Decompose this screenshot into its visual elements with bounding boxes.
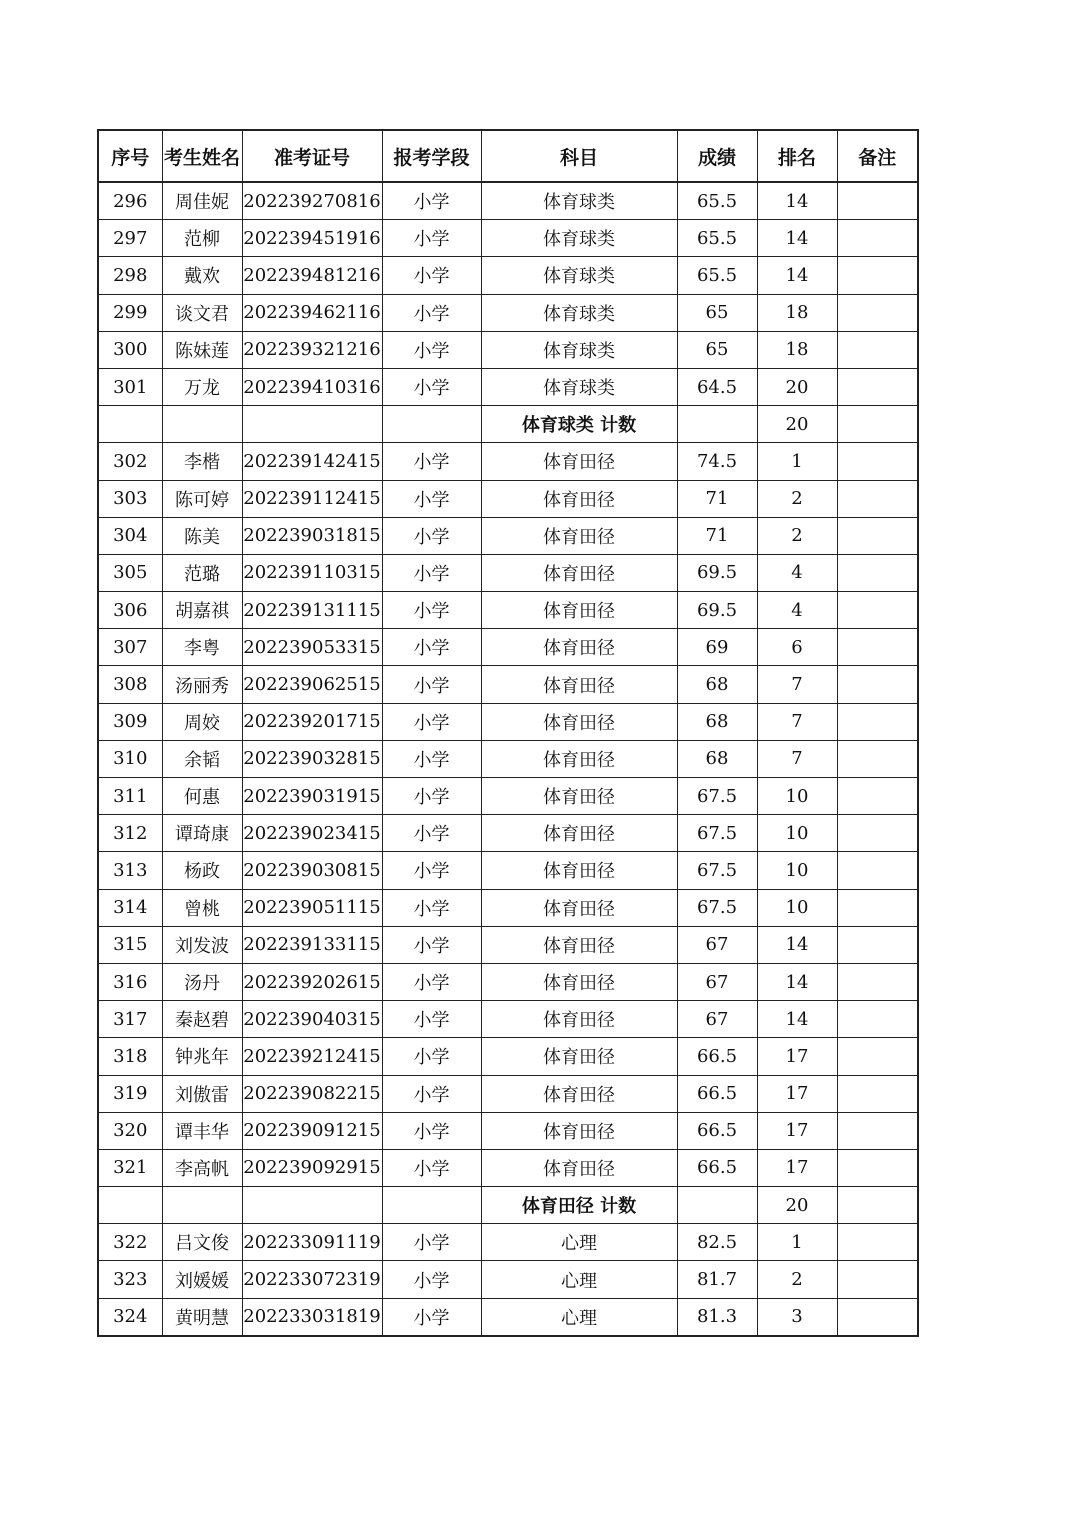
cell-candidate-name: 李粤 xyxy=(162,629,242,666)
cell-score: 65 xyxy=(677,331,757,368)
cell-remarks xyxy=(837,963,918,1000)
cell-score: 74.5 xyxy=(677,443,757,480)
cell-admission-ticket: 202239031915 xyxy=(242,778,382,815)
cell-school-stage: 小学 xyxy=(382,926,481,963)
cell-score: 67.5 xyxy=(677,778,757,815)
cell-subject: 体育田径 xyxy=(481,926,677,963)
header-subject: 科目 xyxy=(481,130,677,182)
cell-candidate-name: 吕文俊 xyxy=(162,1224,242,1261)
cell-candidate-name: 汤丽秀 xyxy=(162,666,242,703)
table-row xyxy=(98,443,918,480)
cell-serial-number: 318 xyxy=(98,1038,162,1075)
cell-score: 65.5 xyxy=(677,220,757,257)
cell-rank: 4 xyxy=(757,592,837,629)
cell-remarks xyxy=(837,852,918,889)
empty-cell xyxy=(162,406,242,443)
cell-school-stage: 小学 xyxy=(382,517,481,554)
table-row xyxy=(98,517,918,554)
cell-serial-number: 304 xyxy=(98,517,162,554)
cell-remarks xyxy=(837,926,918,963)
cell-subject: 体育田径 xyxy=(481,1038,677,1075)
cell-score: 66.5 xyxy=(677,1149,757,1186)
cell-subject: 体育田径 xyxy=(481,1001,677,1038)
cell-remarks xyxy=(837,1298,918,1336)
header-remarks: 备注 xyxy=(837,130,918,182)
subtotal-label: 体育球类 计数 xyxy=(481,406,677,443)
cell-admission-ticket: 202239040315 xyxy=(242,1001,382,1038)
cell-candidate-name: 钟兆年 xyxy=(162,1038,242,1075)
subtotal-row xyxy=(98,1187,918,1224)
cell-remarks xyxy=(837,1075,918,1112)
header-row xyxy=(98,130,918,182)
cell-remarks xyxy=(837,1001,918,1038)
cell-serial-number: 309 xyxy=(98,703,162,740)
cell-serial-number: 307 xyxy=(98,629,162,666)
cell-candidate-name: 汤丹 xyxy=(162,963,242,1000)
subtotal-count: 20 xyxy=(757,1187,837,1224)
table-row xyxy=(98,889,918,926)
cell-school-stage: 小学 xyxy=(382,666,481,703)
cell-candidate-name: 曾桃 xyxy=(162,889,242,926)
table-row xyxy=(98,852,918,889)
cell-serial-number: 310 xyxy=(98,740,162,777)
cell-subject: 体育田径 xyxy=(481,629,677,666)
cell-school-stage: 小学 xyxy=(382,963,481,1000)
table-row xyxy=(98,1112,918,1149)
cell-rank: 7 xyxy=(757,740,837,777)
cell-school-stage: 小学 xyxy=(382,1298,481,1336)
table-body xyxy=(98,182,918,1336)
cell-admission-ticket: 202233031819 xyxy=(242,1298,382,1336)
empty-cell xyxy=(242,1187,382,1224)
cell-score: 71 xyxy=(677,517,757,554)
cell-admission-ticket: 202239212415 xyxy=(242,1038,382,1075)
table-row xyxy=(98,1149,918,1186)
cell-rank: 7 xyxy=(757,666,837,703)
cell-score: 81.3 xyxy=(677,1298,757,1336)
cell-subject: 体育球类 xyxy=(481,220,677,257)
cell-admission-ticket: 202239321216 xyxy=(242,331,382,368)
cell-score: 65.5 xyxy=(677,257,757,294)
cell-school-stage: 小学 xyxy=(382,778,481,815)
cell-score: 69.5 xyxy=(677,592,757,629)
empty-cell xyxy=(837,406,918,443)
empty-cell xyxy=(677,1187,757,1224)
cell-subject: 体育田径 xyxy=(481,740,677,777)
empty-cell xyxy=(98,406,162,443)
cell-admission-ticket: 202233072319 xyxy=(242,1261,382,1298)
empty-cell xyxy=(162,1187,242,1224)
cell-serial-number: 299 xyxy=(98,294,162,331)
cell-score: 82.5 xyxy=(677,1224,757,1261)
table-row xyxy=(98,740,918,777)
cell-serial-number: 324 xyxy=(98,1298,162,1336)
cell-school-stage: 小学 xyxy=(382,368,481,405)
cell-subject: 心理 xyxy=(481,1261,677,1298)
cell-school-stage: 小学 xyxy=(382,629,481,666)
cell-school-stage: 小学 xyxy=(382,1075,481,1112)
header-score: 成绩 xyxy=(677,130,757,182)
table-row xyxy=(98,257,918,294)
cell-serial-number: 301 xyxy=(98,368,162,405)
cell-remarks xyxy=(837,815,918,852)
cell-candidate-name: 李高帆 xyxy=(162,1149,242,1186)
cell-remarks xyxy=(837,703,918,740)
cell-score: 68 xyxy=(677,740,757,777)
cell-subject: 体育田径 xyxy=(481,852,677,889)
cell-serial-number: 300 xyxy=(98,331,162,368)
cell-serial-number: 303 xyxy=(98,480,162,517)
cell-serial-number: 313 xyxy=(98,852,162,889)
cell-admission-ticket: 202239092915 xyxy=(242,1149,382,1186)
cell-remarks xyxy=(837,294,918,331)
score-table-sheet xyxy=(97,129,917,1337)
cell-subject: 体育田径 xyxy=(481,1149,677,1186)
cell-remarks xyxy=(837,778,918,815)
cell-rank: 14 xyxy=(757,220,837,257)
cell-score: 69 xyxy=(677,629,757,666)
cell-subject: 体育球类 xyxy=(481,368,677,405)
cell-remarks xyxy=(837,1224,918,1261)
cell-serial-number: 297 xyxy=(98,220,162,257)
cell-subject: 心理 xyxy=(481,1224,677,1261)
cell-school-stage: 小学 xyxy=(382,480,481,517)
header-rank: 排名 xyxy=(757,130,837,182)
cell-serial-number: 311 xyxy=(98,778,162,815)
cell-candidate-name: 周姣 xyxy=(162,703,242,740)
table-row xyxy=(98,554,918,591)
cell-rank: 14 xyxy=(757,257,837,294)
cell-school-stage: 小学 xyxy=(382,1038,481,1075)
cell-score: 67 xyxy=(677,1001,757,1038)
cell-school-stage: 小学 xyxy=(382,703,481,740)
table-row xyxy=(98,703,918,740)
cell-serial-number: 296 xyxy=(98,182,162,220)
cell-admission-ticket: 202239030815 xyxy=(242,852,382,889)
cell-subject: 体育田径 xyxy=(481,778,677,815)
cell-serial-number: 314 xyxy=(98,889,162,926)
cell-subject: 体育球类 xyxy=(481,331,677,368)
cell-score: 81.7 xyxy=(677,1261,757,1298)
cell-subject: 体育球类 xyxy=(481,294,677,331)
cell-candidate-name: 万龙 xyxy=(162,368,242,405)
empty-cell xyxy=(837,1187,918,1224)
cell-admission-ticket: 202239032815 xyxy=(242,740,382,777)
cell-subject: 体育田径 xyxy=(481,443,677,480)
cell-serial-number: 315 xyxy=(98,926,162,963)
cell-subject: 体育田径 xyxy=(481,592,677,629)
cell-admission-ticket: 202239481216 xyxy=(242,257,382,294)
cell-subject: 体育田径 xyxy=(481,963,677,1000)
cell-rank: 7 xyxy=(757,703,837,740)
cell-serial-number: 298 xyxy=(98,257,162,294)
cell-rank: 14 xyxy=(757,182,837,220)
cell-admission-ticket: 202239112415 xyxy=(242,480,382,517)
cell-school-stage: 小学 xyxy=(382,592,481,629)
empty-cell xyxy=(677,406,757,443)
cell-serial-number: 322 xyxy=(98,1224,162,1261)
score-table xyxy=(97,129,919,1337)
table-row xyxy=(98,368,918,405)
cell-candidate-name: 陈妹莲 xyxy=(162,331,242,368)
cell-admission-ticket: 202239451916 xyxy=(242,220,382,257)
table-row xyxy=(98,331,918,368)
cell-admission-ticket: 202239082215 xyxy=(242,1075,382,1112)
cell-serial-number: 302 xyxy=(98,443,162,480)
cell-subject: 体育田径 xyxy=(481,815,677,852)
cell-admission-ticket: 202239031815 xyxy=(242,517,382,554)
table-row xyxy=(98,1075,918,1112)
cell-score: 67 xyxy=(677,926,757,963)
cell-rank: 1 xyxy=(757,1224,837,1261)
cell-admission-ticket: 202239053315 xyxy=(242,629,382,666)
cell-admission-ticket: 202239023415 xyxy=(242,815,382,852)
cell-rank: 3 xyxy=(757,1298,837,1336)
cell-admission-ticket: 202239201715 xyxy=(242,703,382,740)
table-row xyxy=(98,926,918,963)
cell-admission-ticket: 202239270816 xyxy=(242,182,382,220)
cell-remarks xyxy=(837,517,918,554)
cell-serial-number: 321 xyxy=(98,1149,162,1186)
table-row xyxy=(98,182,918,220)
empty-cell xyxy=(382,406,481,443)
cell-candidate-name: 周佳妮 xyxy=(162,182,242,220)
cell-rank: 2 xyxy=(757,517,837,554)
table-row xyxy=(98,666,918,703)
cell-remarks xyxy=(837,368,918,405)
cell-candidate-name: 刘媛媛 xyxy=(162,1261,242,1298)
cell-school-stage: 小学 xyxy=(382,182,481,220)
cell-serial-number: 306 xyxy=(98,592,162,629)
cell-remarks xyxy=(837,331,918,368)
cell-rank: 2 xyxy=(757,480,837,517)
cell-remarks xyxy=(837,629,918,666)
cell-remarks xyxy=(837,889,918,926)
table-row xyxy=(98,963,918,1000)
cell-rank: 17 xyxy=(757,1075,837,1112)
cell-candidate-name: 黄明慧 xyxy=(162,1298,242,1336)
empty-cell xyxy=(98,1187,162,1224)
cell-serial-number: 320 xyxy=(98,1112,162,1149)
cell-candidate-name: 范柳 xyxy=(162,220,242,257)
cell-admission-ticket: 202233091119 xyxy=(242,1224,382,1261)
table-row xyxy=(98,778,918,815)
cell-score: 67.5 xyxy=(677,889,757,926)
cell-admission-ticket: 202239110315 xyxy=(242,554,382,591)
cell-admission-ticket: 202239202615 xyxy=(242,963,382,1000)
cell-candidate-name: 何惠 xyxy=(162,778,242,815)
header-serial-number: 序号 xyxy=(98,130,162,182)
cell-candidate-name: 余韬 xyxy=(162,740,242,777)
table-row xyxy=(98,1261,918,1298)
cell-candidate-name: 杨政 xyxy=(162,852,242,889)
cell-remarks xyxy=(837,1149,918,1186)
cell-serial-number: 312 xyxy=(98,815,162,852)
cell-rank: 4 xyxy=(757,554,837,591)
cell-admission-ticket: 202239091215 xyxy=(242,1112,382,1149)
cell-candidate-name: 戴欢 xyxy=(162,257,242,294)
cell-candidate-name: 范璐 xyxy=(162,554,242,591)
cell-score: 71 xyxy=(677,480,757,517)
table-row xyxy=(98,1001,918,1038)
cell-score: 65 xyxy=(677,294,757,331)
cell-school-stage: 小学 xyxy=(382,889,481,926)
cell-admission-ticket: 202239462116 xyxy=(242,294,382,331)
cell-serial-number: 323 xyxy=(98,1261,162,1298)
table-row xyxy=(98,592,918,629)
cell-score: 68 xyxy=(677,666,757,703)
cell-subject: 体育田径 xyxy=(481,554,677,591)
cell-admission-ticket: 202239142415 xyxy=(242,443,382,480)
cell-rank: 10 xyxy=(757,852,837,889)
cell-candidate-name: 李楷 xyxy=(162,443,242,480)
cell-subject: 体育田径 xyxy=(481,703,677,740)
cell-subject: 体育田径 xyxy=(481,517,677,554)
cell-rank: 20 xyxy=(757,368,837,405)
cell-candidate-name: 陈美 xyxy=(162,517,242,554)
cell-admission-ticket: 202239051115 xyxy=(242,889,382,926)
cell-remarks xyxy=(837,182,918,220)
cell-admission-ticket: 202239133115 xyxy=(242,926,382,963)
cell-score: 67.5 xyxy=(677,852,757,889)
cell-rank: 18 xyxy=(757,331,837,368)
cell-remarks xyxy=(837,592,918,629)
cell-subject: 体育球类 xyxy=(481,257,677,294)
cell-score: 65.5 xyxy=(677,182,757,220)
cell-score: 68 xyxy=(677,703,757,740)
cell-school-stage: 小学 xyxy=(382,554,481,591)
cell-school-stage: 小学 xyxy=(382,1261,481,1298)
table-row xyxy=(98,1038,918,1075)
table-row xyxy=(98,220,918,257)
table-row xyxy=(98,629,918,666)
cell-rank: 14 xyxy=(757,1001,837,1038)
header-admission-ticket: 准考证号 xyxy=(242,130,382,182)
cell-remarks xyxy=(837,740,918,777)
cell-remarks xyxy=(837,443,918,480)
cell-remarks xyxy=(837,666,918,703)
cell-candidate-name: 谭琦康 xyxy=(162,815,242,852)
cell-rank: 18 xyxy=(757,294,837,331)
cell-rank: 17 xyxy=(757,1038,837,1075)
cell-school-stage: 小学 xyxy=(382,1001,481,1038)
cell-school-stage: 小学 xyxy=(382,815,481,852)
cell-candidate-name: 刘傲雷 xyxy=(162,1075,242,1112)
cell-rank: 14 xyxy=(757,963,837,1000)
cell-serial-number: 316 xyxy=(98,963,162,1000)
table-row xyxy=(98,1224,918,1261)
cell-remarks xyxy=(837,480,918,517)
cell-subject: 心理 xyxy=(481,1298,677,1336)
cell-score: 69.5 xyxy=(677,554,757,591)
subtotal-label: 体育田径 计数 xyxy=(481,1187,677,1224)
cell-remarks xyxy=(837,1112,918,1149)
cell-candidate-name: 胡嘉祺 xyxy=(162,592,242,629)
cell-candidate-name: 秦赵碧 xyxy=(162,1001,242,1038)
cell-rank: 2 xyxy=(757,1261,837,1298)
cell-subject: 体育球类 xyxy=(481,182,677,220)
cell-rank: 14 xyxy=(757,926,837,963)
cell-serial-number: 317 xyxy=(98,1001,162,1038)
cell-subject: 体育田径 xyxy=(481,480,677,517)
cell-rank: 1 xyxy=(757,443,837,480)
cell-rank: 6 xyxy=(757,629,837,666)
table-row xyxy=(98,294,918,331)
table-row xyxy=(98,480,918,517)
cell-score: 64.5 xyxy=(677,368,757,405)
subtotal-row xyxy=(98,406,918,443)
cell-remarks xyxy=(837,220,918,257)
cell-admission-ticket: 202239410316 xyxy=(242,368,382,405)
subtotal-count: 20 xyxy=(757,406,837,443)
cell-subject: 体育田径 xyxy=(481,666,677,703)
cell-school-stage: 小学 xyxy=(382,294,481,331)
cell-school-stage: 小学 xyxy=(382,220,481,257)
cell-remarks xyxy=(837,257,918,294)
cell-serial-number: 308 xyxy=(98,666,162,703)
cell-score: 67 xyxy=(677,963,757,1000)
cell-school-stage: 小学 xyxy=(382,852,481,889)
cell-remarks xyxy=(837,554,918,591)
cell-school-stage: 小学 xyxy=(382,1112,481,1149)
cell-school-stage: 小学 xyxy=(382,257,481,294)
cell-candidate-name: 谭丰华 xyxy=(162,1112,242,1149)
cell-score: 67.5 xyxy=(677,815,757,852)
cell-rank: 10 xyxy=(757,815,837,852)
cell-rank: 17 xyxy=(757,1149,837,1186)
cell-school-stage: 小学 xyxy=(382,331,481,368)
empty-cell xyxy=(382,1187,481,1224)
cell-candidate-name: 谈文君 xyxy=(162,294,242,331)
cell-subject: 体育田径 xyxy=(481,889,677,926)
cell-rank: 17 xyxy=(757,1112,837,1149)
cell-rank: 10 xyxy=(757,778,837,815)
cell-admission-ticket: 202239131115 xyxy=(242,592,382,629)
cell-score: 66.5 xyxy=(677,1038,757,1075)
header-candidate-name: 考生姓名 xyxy=(162,130,242,182)
cell-subject: 体育田径 xyxy=(481,1075,677,1112)
table-row xyxy=(98,1298,918,1336)
cell-candidate-name: 刘发波 xyxy=(162,926,242,963)
cell-score: 66.5 xyxy=(677,1112,757,1149)
cell-rank: 10 xyxy=(757,889,837,926)
cell-candidate-name: 陈可婷 xyxy=(162,480,242,517)
cell-subject: 体育田径 xyxy=(481,1112,677,1149)
header-school-stage: 报考学段 xyxy=(382,130,481,182)
cell-remarks xyxy=(837,1038,918,1075)
cell-admission-ticket: 202239062515 xyxy=(242,666,382,703)
cell-score: 66.5 xyxy=(677,1075,757,1112)
cell-school-stage: 小学 xyxy=(382,443,481,480)
cell-school-stage: 小学 xyxy=(382,1224,481,1261)
empty-cell xyxy=(242,406,382,443)
cell-serial-number: 305 xyxy=(98,554,162,591)
cell-serial-number: 319 xyxy=(98,1075,162,1112)
table-row xyxy=(98,815,918,852)
cell-school-stage: 小学 xyxy=(382,1149,481,1186)
cell-remarks xyxy=(837,1261,918,1298)
cell-school-stage: 小学 xyxy=(382,740,481,777)
